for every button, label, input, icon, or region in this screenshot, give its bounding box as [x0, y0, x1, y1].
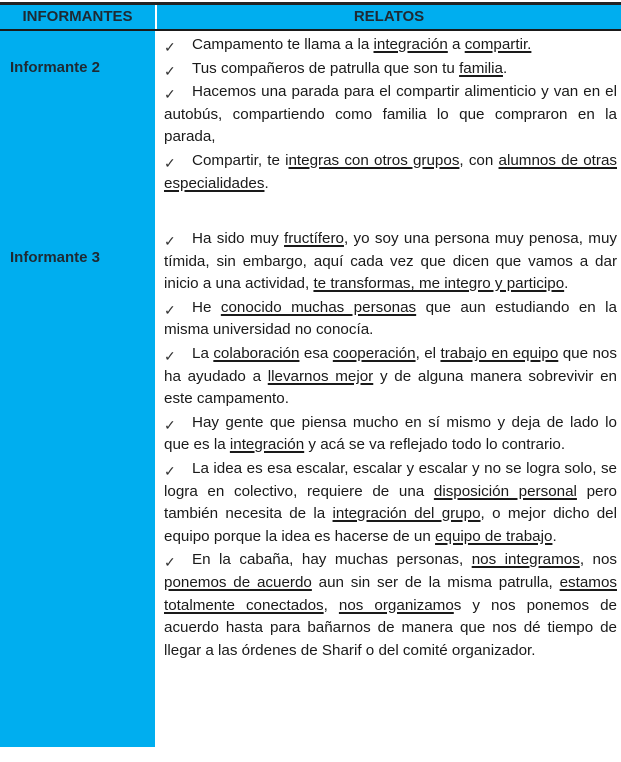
checkmark-icon: ✓ [164, 233, 176, 249]
quote-text: La [192, 344, 214, 362]
underlined-phrase: familia [459, 59, 503, 77]
quote-text: Hacemos una parada para el compartir alimenticio y van en el autobús, compartiendo como familia lo que compraron en la parada, [164, 83, 617, 146]
underlined-phrase: fructífero [284, 230, 344, 247]
quote-text: Campamento te llama a la [192, 36, 374, 53]
underlined-phrase: integración [229, 436, 305, 454]
quote-text: , o mejor dicho del equipo porque la idea es hacerse de un [164, 505, 617, 545]
quote-item [164, 548, 617, 662]
quote-text: , [323, 596, 339, 614]
checkmark-icon: ✓ [164, 154, 176, 171]
underlined-phrase: integración [373, 36, 448, 53]
table-row [0, 30, 621, 221]
checkmark-icon: ✓ [164, 462, 176, 479]
quote-item [164, 57, 617, 81]
quote-text: que aun estudiando en la misma universidad no conocía. [164, 298, 617, 339]
quote-item [164, 33, 617, 57]
underlined-phrase: conocido muchas personas [220, 298, 417, 316]
quote-text: Hay gente que piensa mucho en sí mismo y deja de lado lo que es la [164, 413, 617, 454]
quote-item [164, 227, 617, 296]
quote-text: He [192, 298, 221, 316]
quote-text: . [552, 527, 557, 545]
underlined-phrase: integración del grupo [332, 505, 481, 523]
quote-text: s y nos ponemos de acuerdo hasta para bañarnos de manera que nos dé tiempo de llegar a las órdenes de Sharif o del comité organizador. [164, 596, 617, 659]
header-informantes: INFORMANTES [0, 3, 156, 30]
quote-item [164, 149, 617, 195]
relatos-cell [156, 30, 621, 221]
underlined-phrase: nos organizamo [338, 596, 454, 614]
table-row [0, 221, 621, 747]
quote-item [164, 411, 617, 457]
quote-text: , el [415, 344, 441, 362]
checkmark-icon: ✓ [164, 416, 176, 433]
quote-text: . [502, 59, 508, 77]
quote-text: Compartir, te i [192, 151, 289, 169]
quote-text: y acá se va reflejado todo lo contrario. [304, 436, 566, 454]
quote-text: aun sin ser de la misma patrulla, [311, 573, 560, 591]
checkmark-icon: ✓ [164, 62, 176, 79]
quote-text: , nos [579, 551, 618, 569]
underlined-phrase: nos integramos [471, 551, 580, 569]
underlined-phrase: alumnos de otras especialidades [164, 151, 617, 192]
quote-text: Tus compañeros de patrulla que son tu [192, 59, 460, 77]
top-rule [0, 2, 621, 5]
checkmark-icon: ✓ [164, 347, 176, 364]
underlined-phrase: ponemos de acuerdo [164, 573, 312, 591]
quote-text: , yo soy una persona muy penosa, muy tímida, sin embargo, aquí cada vez que dicen que vamos a dar inicio a una actividad, [164, 230, 617, 293]
checkmark-icon: ✓ [164, 301, 176, 318]
checkmark-icon: ✓ [164, 86, 176, 103]
quote-text: . [264, 174, 269, 192]
underlined-phrase: equipo de trabajo [435, 527, 553, 545]
quote-item [164, 296, 617, 342]
underlined-phrase: ntegras con otros grupos [288, 151, 460, 169]
quote-text: . [564, 275, 569, 293]
underlined-phrase: compartir. [464, 36, 532, 53]
informant-label: Informante 2 [0, 30, 156, 221]
quote-item [164, 80, 617, 149]
quote-text: pero también necesita de la [164, 482, 617, 523]
header-row [0, 3, 621, 30]
underlined-phrase: cooperación [332, 344, 416, 362]
quote-text: y de alguna manera sobrevivir en este campamento. [164, 367, 617, 408]
quote-text: que nos ha ayudado a [164, 344, 617, 385]
quote-text: a [447, 36, 465, 53]
checkmark-icon: ✓ [164, 554, 176, 571]
quote-item [164, 342, 617, 411]
underlined-phrase: estamos totalmente conectados [164, 573, 617, 614]
quote-text: esa [299, 344, 333, 362]
underlined-phrase: trabajo en equipo [440, 344, 559, 362]
informant-label: Informante 3 [0, 221, 156, 747]
informantes-table [0, 3, 621, 747]
underlined-phrase: disposición personal [433, 482, 577, 500]
quote-text: , con [459, 151, 499, 169]
quote-item [164, 457, 617, 548]
underlined-phrase: colaboración [213, 344, 300, 362]
relatos-cell [156, 221, 621, 747]
quote-text: En la cabaña, hay muchas personas, [192, 551, 472, 569]
header-relatos: RELATOS [156, 3, 621, 30]
underlined-phrase: llevarnos mejor [267, 367, 374, 385]
checkmark-icon: ✓ [164, 39, 176, 55]
underlined-phrase: te transformas, me integro y participo [313, 275, 565, 293]
quote-text: La idea es esa escalar, escalar y escalar y no se logra solo, se logra en colectivo, requiere de una [164, 459, 617, 500]
quote-text: Ha sido muy [192, 230, 285, 247]
